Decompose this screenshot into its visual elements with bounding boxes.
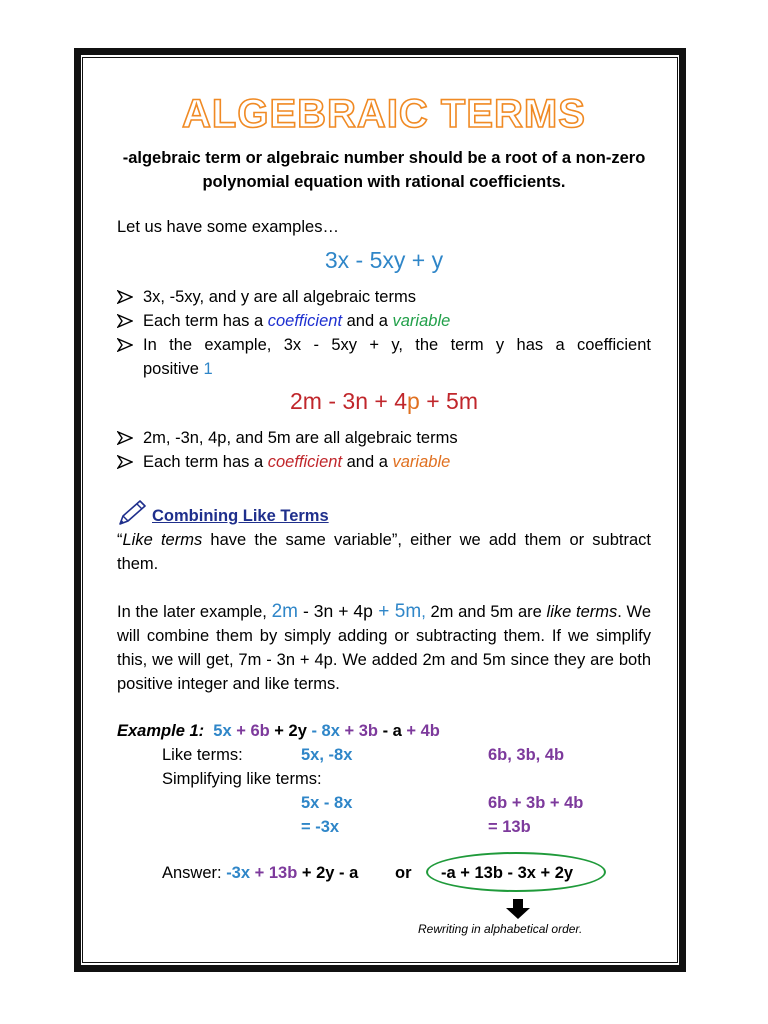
equation-1 xyxy=(0,247,768,274)
eq1-term-1: 3x xyxy=(324,247,350,273)
answer-or: or xyxy=(395,864,412,882)
bullet-2-2-pre: Each term has a xyxy=(143,453,268,471)
eq2-p6: p xyxy=(407,388,420,414)
arrow-right-bullet-icon xyxy=(117,290,133,304)
coefficient-word: coefficient xyxy=(267,312,343,330)
coefficient-word: coefficient xyxy=(267,453,343,471)
eq1-term-3: xy xyxy=(382,247,406,273)
combining-like-terms-heading: Combining Like Terms xyxy=(152,507,329,525)
later-comma: , xyxy=(421,603,426,621)
eq2-p1: 2 xyxy=(290,388,303,414)
eq2-p2: m xyxy=(302,388,322,414)
example-1-line xyxy=(117,719,440,743)
later-like-terms: like terms xyxy=(546,603,618,621)
later-pre: In the later example, xyxy=(117,603,272,621)
arrow-right-bullet-icon xyxy=(117,431,133,445)
ex-e2: + 6b xyxy=(231,722,270,740)
eq1-term-2: - 5 xyxy=(349,247,383,273)
equation-2 xyxy=(0,388,768,415)
simplify-x-1: 5x - 8x xyxy=(301,794,353,812)
later-example-paragraph xyxy=(117,599,651,696)
simplify-b-2: = 13b xyxy=(488,818,531,836)
page-title: ALGEBRAIC TERMS xyxy=(182,92,586,136)
answer-label: Answer: xyxy=(162,864,227,882)
rewriting-note: Rewriting in alphabetical order. xyxy=(418,922,583,936)
arrow-right-bullet-icon xyxy=(117,314,133,328)
intro-text: Let us have some examples… xyxy=(117,218,339,236)
bullet-1-3-pre: positive xyxy=(143,360,204,378)
bullet-1-3-line-1: In the example, 3x - 5xy + y, the term y has a coefficient xyxy=(143,336,651,354)
ex-e7: + 4b xyxy=(401,722,440,740)
example-label: Example 1: xyxy=(117,722,205,740)
answer-line xyxy=(162,861,358,885)
bullet-2-2 xyxy=(143,450,450,474)
later-2m: 2m xyxy=(271,601,298,622)
pencil-icon xyxy=(116,498,150,528)
eq2-p3: - 3 xyxy=(321,388,356,414)
down-arrow-icon xyxy=(505,898,531,920)
simplify-x-2: = -3x xyxy=(301,818,340,836)
ex-e6: - a xyxy=(377,722,402,740)
answer-a1: -3x xyxy=(226,864,251,882)
bullet-1-2-pre: Each term has a xyxy=(143,312,268,330)
answer-a3: + 2y - a xyxy=(297,864,359,882)
like-open-quote: “ xyxy=(117,531,123,549)
eq2-p5: + 4 xyxy=(368,388,408,414)
eq2-p7: + 5 xyxy=(419,388,459,414)
eq2-p8: m xyxy=(458,388,478,414)
ex-e3: + 2y xyxy=(269,722,307,740)
definition-text: -algebraic term or algebraic number should be a root of a non-zero polynomial equation with rational coefficients. xyxy=(122,149,646,191)
arrow-right-bullet-icon xyxy=(117,338,133,352)
simplifying-label: Simplifying like terms: xyxy=(162,770,322,788)
bullet-1-2 xyxy=(143,309,450,333)
bullet-1-1: 3x, -5xy, and y are all algebraic terms xyxy=(143,288,416,306)
eq1-term-4: + xyxy=(405,247,432,273)
ex-e4: - 8x xyxy=(306,722,340,740)
later-5m: + 5m xyxy=(372,601,422,622)
like-terms-x: 5x, -8x xyxy=(301,746,353,764)
bullet-1-3-num: 1 xyxy=(203,360,213,378)
like-terms-b: 6b, 3b, 4b xyxy=(488,746,565,764)
answer-rewritten: -a + 13b - 3x + 2y xyxy=(441,864,574,882)
variable-word: variable xyxy=(392,312,451,330)
ex-e1: 5x xyxy=(213,722,232,740)
eq2-p4: n xyxy=(355,388,368,414)
like-terms-rest: have the same variable”, either we add them or subtract them. xyxy=(117,531,651,573)
bullet-2-1: 2m, -3n, 4p, and 5m are all algebraic terms xyxy=(143,429,458,447)
like-terms-paragraph xyxy=(117,528,651,576)
eq1-term-5: y xyxy=(431,247,444,273)
ex-e5: + 3b xyxy=(339,722,378,740)
later-middle: - 3n + 4p xyxy=(297,601,373,621)
bullet-2-2-mid: and a xyxy=(342,453,393,471)
later-e: 2m and 5m are xyxy=(425,603,547,621)
like-terms-label: Like terms: xyxy=(162,746,243,764)
simplify-b-1: 6b + 3b + 4b xyxy=(488,794,584,812)
later-rest: . We will combine them by simply adding or subtracting them. If we simplify this, we will get, 7m - 3n + 4p. We added 2m and 5m since they are both positive integer and like terms. xyxy=(117,603,652,693)
bullet-1-2-mid: and a xyxy=(342,312,393,330)
like-terms-em: Like terms xyxy=(122,531,203,549)
arrow-right-bullet-icon xyxy=(117,455,133,469)
bullet-1-3-line-2 xyxy=(143,357,213,381)
variable-word: variable xyxy=(392,453,451,471)
answer-a2: + 13b xyxy=(250,864,298,882)
